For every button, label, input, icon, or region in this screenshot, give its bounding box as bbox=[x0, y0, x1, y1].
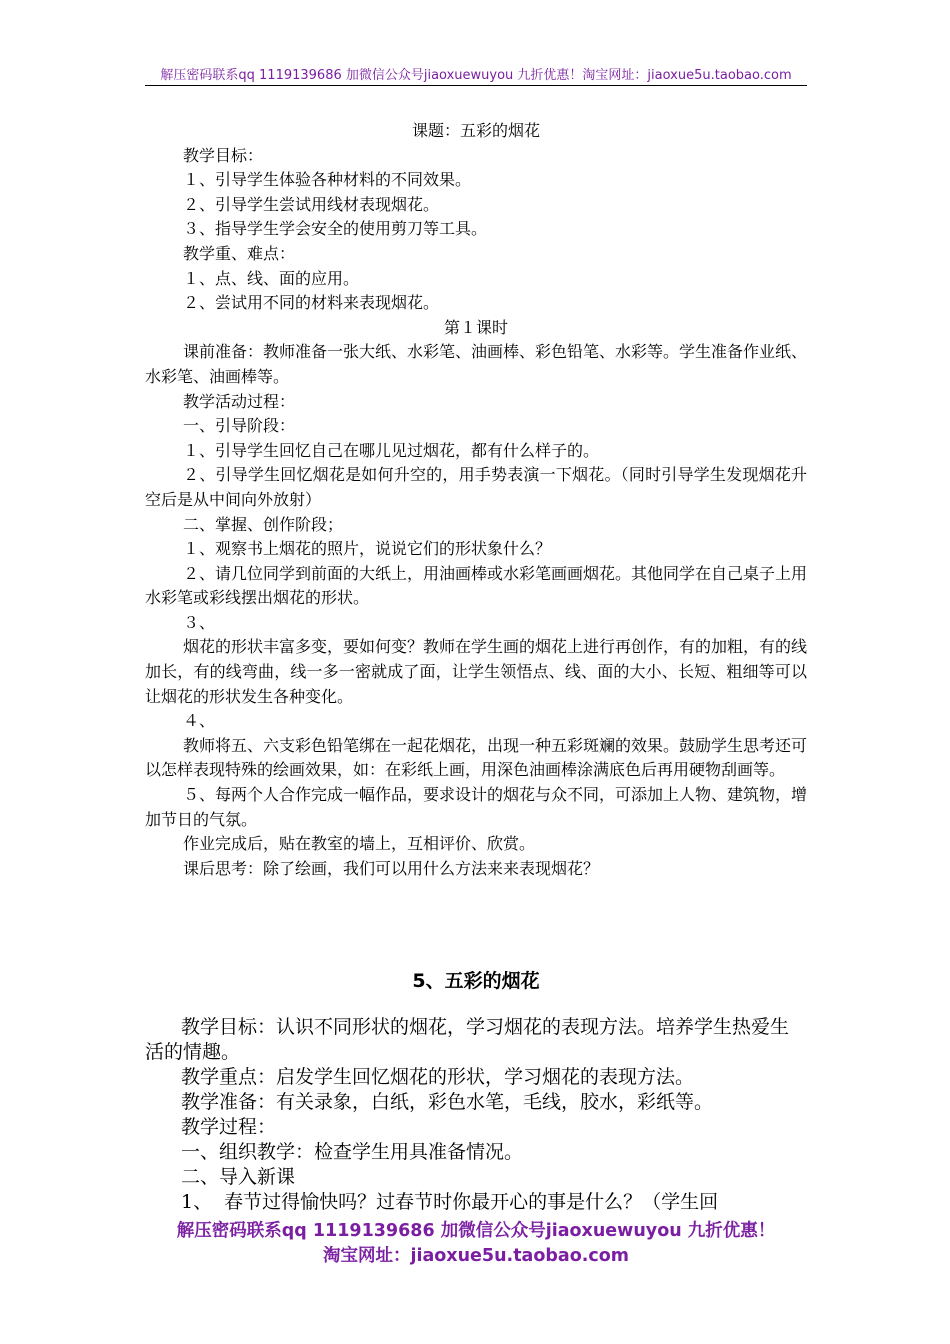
preparation-paragraph: 课前准备：教师准备一张大纸、水彩笔、油画棒、彩色铅笔、水彩等。学生准备作业纸、水彩笔、油画棒等。 bbox=[145, 342, 808, 386]
stage-1-label: 一、引导阶段： bbox=[183, 416, 296, 436]
stage-2-item: １、观察书上烟花的照片，说说它们的形状象什么？ bbox=[183, 539, 552, 559]
key-point-paragraph: 教学重点：启发学生回忆烟花的形状，学习烟花的表现方法。 bbox=[181, 1066, 695, 1088]
objective-item: ３、指导学生学会安全的使用剪刀等工具。 bbox=[183, 219, 488, 239]
closing-paragraph: 作业完成后，贴在教室的墙上，互相评价、欣赏。 bbox=[183, 834, 536, 854]
process-step: 一、组织教学：检查学生用具准备情况。 bbox=[181, 1141, 524, 1163]
process-item: 1、 春节过得愉快吗？过春节时你最开心的事是什么？（学生回 bbox=[181, 1191, 719, 1213]
process-step: 二、导入新课 bbox=[181, 1166, 296, 1188]
stage-1-item: １、引导学生回忆自己在哪儿见过烟花，都有什么样子的。 bbox=[183, 440, 600, 460]
stage-1-item: ２、引导学生回忆烟花是如何升空的，用手势表演一下烟花。（同时引导学生发现烟花升空后是从中间向外放射） bbox=[145, 465, 807, 509]
section-title: 5、五彩的烟花 bbox=[412, 970, 540, 992]
key-point-item: ２、尝试用不同的材料来表现烟花。 bbox=[183, 293, 440, 313]
stage-2-item: ５、每两个人合作完成一幅作品，要求设计的烟花与众不同，可添加上人物、建筑物，增加节日的气氛。 bbox=[145, 785, 808, 829]
stage-2-item: ２、请几位同学到前面的大纸上，用油画棒或水彩笔画画烟花。其他同学在自己桌子上用水彩笔或彩线摆出烟花的形状。 bbox=[145, 563, 808, 608]
stage-2-item-number: ４、 bbox=[183, 711, 216, 731]
preparation-paragraph: 教学准备：有关录象，白纸，彩色水笔，毛线，胶水，彩纸等。 bbox=[181, 1091, 714, 1113]
stage-2-label: 二、掌握、创作阶段； bbox=[183, 514, 344, 534]
stage-2-item-number: ３、 bbox=[183, 612, 216, 632]
footer-line: 解压密码联系qq 1119139686 加微信公众号jiaoxuewuyou 九折优惠！ bbox=[176, 1221, 776, 1241]
key-point-item: １、点、线、面的应用。 bbox=[183, 268, 360, 288]
watermark-header: 解压密码联系qq 1119139686 加微信公众号jiaoxuewuyou 九折优惠！淘宝网址：jiaoxue5u.taobao.com bbox=[160, 68, 792, 83]
objective-item: １、引导学生体验各种材料的不同效果。 bbox=[183, 170, 472, 190]
lesson-2 bbox=[145, 1015, 807, 1215]
watermark-footer bbox=[140, 1219, 812, 1269]
key-points-label: 教学重、难点： bbox=[183, 243, 296, 263]
objectives-label: 教学目标： bbox=[183, 145, 264, 165]
objective-paragraph: 教学目标：认识不同形状的烟花，学习烟花的表现方法。培养学生热爱生活的情趣。 bbox=[145, 1016, 790, 1063]
stage-2-item: 教师将五、六支彩色铅笔绑在一起花烟花，出现一种五彩斑斓的效果。鼓励学生思考还可以怎样表现特殊的绘画效果，如：在彩纸上画，用深色油画棒涂满底色后再用硬物刮画等。 bbox=[145, 735, 808, 780]
reflection-paragraph: 课后思考：除了绘画，我们可以用什么方法来来表现烟花？ bbox=[183, 858, 600, 878]
header-divider bbox=[145, 85, 807, 86]
footer-line: 淘宝网址：jiaoxue5u.taobao.com bbox=[322, 1246, 630, 1266]
stage-2-item: 烟花的形状丰富多变，要如何变？教师在学生画的烟花上进行再创作，有的加粗，有的线加长，有的线弯曲，线一多一密就成了面，让学生领悟点、线、面的大小、长短、粗细等可以让烟花的形状发生各种变化。 bbox=[145, 637, 808, 706]
objective-item: ２、引导学生尝试用线材表现烟花。 bbox=[183, 194, 440, 214]
lesson-1 bbox=[145, 119, 807, 881]
lesson-title: 课题：五彩的烟花 bbox=[411, 121, 540, 140]
process-label: 教学过程： bbox=[181, 1116, 277, 1138]
period-heading: 第１课时 bbox=[443, 317, 508, 337]
process-label: 教学活动过程： bbox=[183, 391, 296, 411]
